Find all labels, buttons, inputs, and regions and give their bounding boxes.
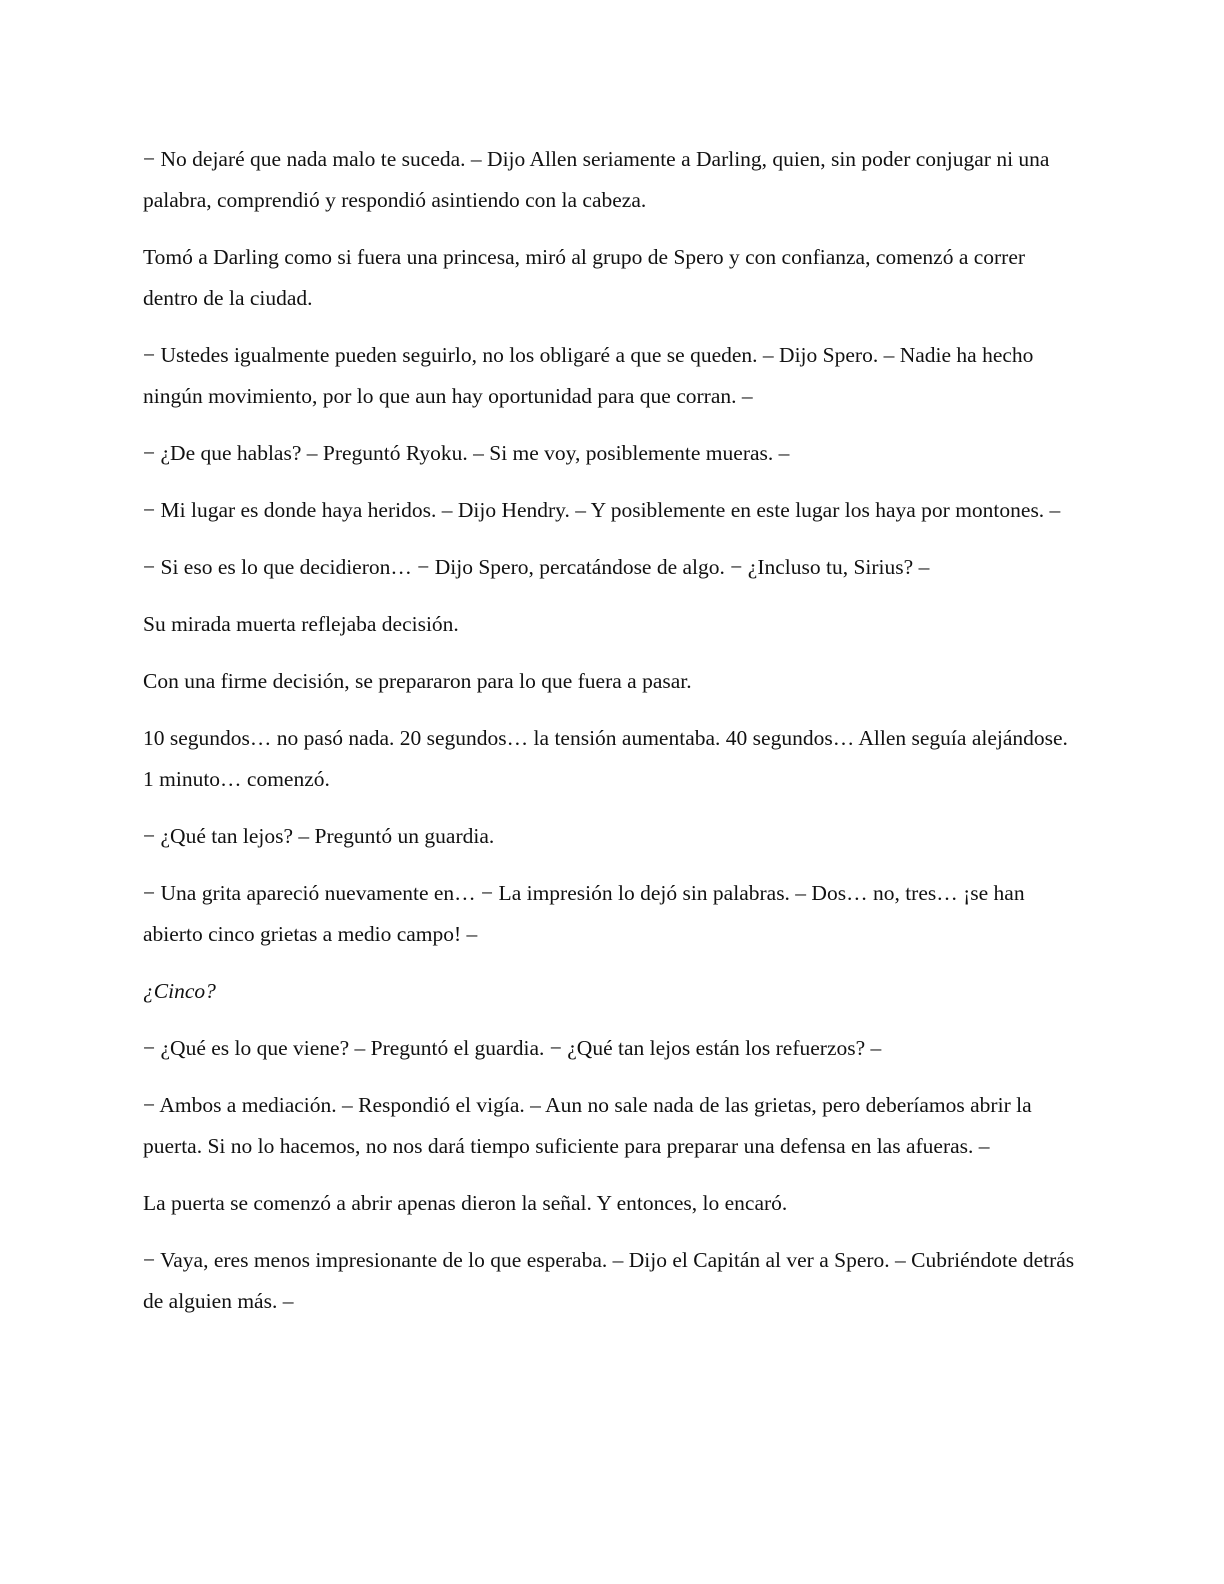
paragraph-1: − No dejaré que nada malo te suceda. – Dijo Allen seriamente a Darling, quien, sin poder conjugar ni una palabra, comprendió y respondió asintiendo con la cabeza.	[143, 147, 1050, 212]
paragraph-4: − ¿De que hablas? – Preguntó Ryoku. – Si me voy, posiblemente mueras. –	[143, 441, 790, 465]
paragraph-10: − ¿Qué tan lejos? – Preguntó un guardia.	[143, 824, 495, 848]
paragraph-3: − Ustedes igualmente pueden seguirlo, no los obligaré a que se queden. – Dijo Spero. – Nadie ha hecho ningún movimiento, por lo que aun hay oportunidad para que corran. –	[143, 343, 1034, 408]
document-body	[143, 139, 1078, 1338]
paragraph-6: − Si eso es lo que decidieron… − Dijo Spero, percatándose de algo. − ¿Incluso tu, Sirius? –	[143, 555, 930, 579]
paragraph-14: − Ambos a mediación. – Respondió el vigía. – Aun no sale nada de las grietas, pero deberíamos abrir la puerta. Si no lo hacemos, no nos dará tiempo suficiente para preparar una defensa en las afueras. –	[143, 1093, 1032, 1158]
paragraph-11: − Una grita apareció nuevamente en… − La impresión lo dejó sin palabras. – Dos… no, tres… ¡se han abierto cinco grietas a medio campo! –	[143, 881, 1025, 946]
paragraph-16: − Vaya, eres menos impresionante de lo que esperaba. – Dijo el Capitán al ver a Spero. – Cubriéndote detrás de alguien más. –	[143, 1248, 1075, 1313]
paragraph-15: La puerta se comenzó a abrir apenas dieron la señal. Y entonces, lo encaró.	[143, 1191, 788, 1215]
paragraph-9: 10 segundos… no pasó nada. 20 segundos… la tensión aumentaba. 40 segundos… Allen seguía alejándose. 1 minuto… comenzó.	[143, 726, 1068, 791]
paragraph-13: − ¿Qué es lo que viene? – Preguntó el guardia. − ¿Qué tan lejos están los refuerzos? –	[143, 1036, 882, 1060]
paragraph-7: Su mirada muerta reflejaba decisión.	[143, 612, 459, 636]
paragraph-5: − Mi lugar es donde haya heridos. – Dijo Hendry. – Y posiblemente en este lugar los haya por montones. –	[143, 498, 1061, 522]
paragraph-8: Con una firme decisión, se prepararon para lo que fuera a pasar.	[143, 669, 692, 693]
paragraph-12-italic: ¿Cinco?	[143, 979, 216, 1003]
paragraph-2: Tomó a Darling como si fuera una princesa, miró al grupo de Spero y con confianza, comenzó a correr dentro de la ciudad.	[143, 245, 1026, 310]
